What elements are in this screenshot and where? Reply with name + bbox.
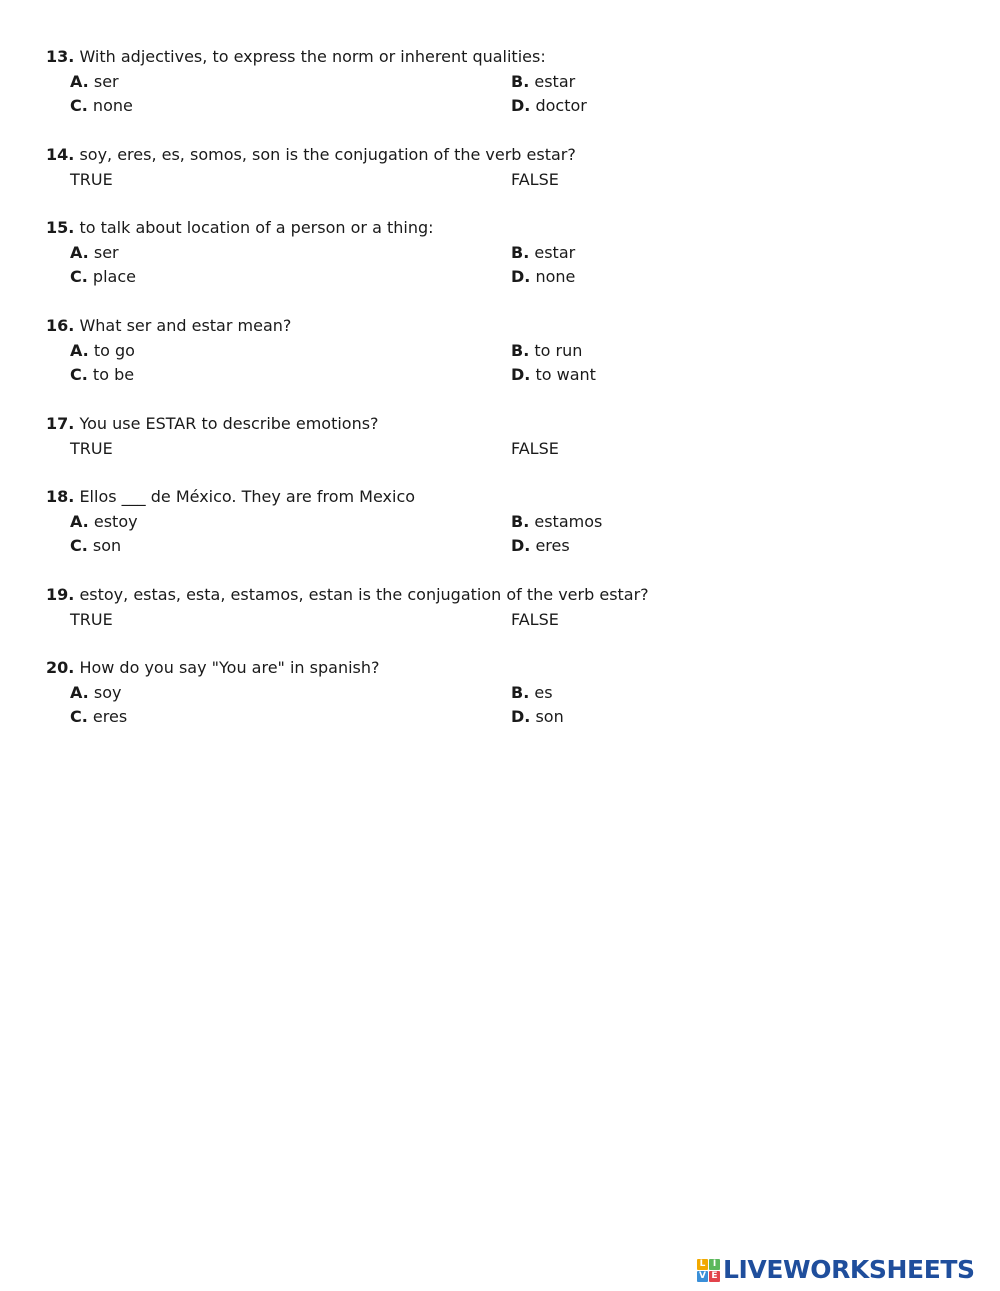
question-number: 18. bbox=[46, 487, 75, 506]
logo-mark-icon bbox=[697, 1259, 720, 1282]
option-b[interactable] bbox=[511, 510, 602, 535]
option-b[interactable] bbox=[511, 339, 582, 364]
question-number: 15. bbox=[46, 218, 75, 237]
option-d[interactable] bbox=[511, 265, 575, 290]
option-letter: B. bbox=[511, 242, 530, 262]
question-20 bbox=[46, 656, 946, 730]
option-a[interactable] bbox=[70, 339, 135, 364]
option-letter: D. bbox=[511, 365, 531, 384]
options bbox=[46, 241, 946, 290]
question-prompt: Ellos ___ de México. They are from Mexico bbox=[79, 487, 416, 506]
question-text bbox=[46, 314, 946, 339]
option-letter: A. bbox=[70, 242, 89, 262]
question-number: 16. bbox=[46, 316, 75, 335]
option-text: eres bbox=[535, 536, 570, 555]
logo-cell: I bbox=[709, 1259, 720, 1270]
option-d[interactable] bbox=[511, 534, 570, 559]
question-text bbox=[46, 45, 946, 70]
option-text: to go bbox=[93, 340, 135, 360]
options bbox=[46, 168, 946, 193]
question-13 bbox=[46, 45, 946, 119]
option-letter: A. bbox=[70, 511, 89, 531]
liveworksheets-logo bbox=[697, 1257, 975, 1283]
option-text: estamos bbox=[534, 511, 603, 531]
question-prompt: estoy, estas, esta, estamos, estan is the conjugation of the verb estar? bbox=[79, 585, 649, 604]
question-prompt: With adjectives, to express the norm or inherent qualities: bbox=[79, 47, 546, 66]
option-d[interactable] bbox=[511, 94, 587, 119]
option-a[interactable] bbox=[70, 681, 121, 706]
option-d[interactable] bbox=[511, 705, 564, 730]
option-c[interactable] bbox=[70, 265, 136, 290]
option-text: ser bbox=[93, 71, 119, 91]
question-14 bbox=[46, 143, 946, 192]
option-letter: D. bbox=[511, 267, 531, 286]
option-b[interactable] bbox=[511, 241, 575, 266]
option-letter: A. bbox=[70, 682, 89, 702]
option-false[interactable]: FALSE bbox=[511, 169, 559, 189]
question-number: 17. bbox=[46, 414, 75, 433]
options bbox=[46, 70, 946, 119]
options bbox=[46, 681, 946, 730]
option-true[interactable]: TRUE bbox=[70, 169, 113, 189]
logo-cell: L bbox=[697, 1259, 708, 1270]
question-prompt: You use ESTAR to describe emotions? bbox=[79, 414, 379, 433]
option-b[interactable] bbox=[511, 70, 575, 95]
option-text: to want bbox=[535, 365, 596, 384]
option-a[interactable] bbox=[70, 241, 119, 266]
option-letter: A. bbox=[70, 340, 89, 360]
question-text bbox=[46, 583, 946, 608]
option-false[interactable]: FALSE bbox=[511, 438, 559, 458]
option-text: estar bbox=[534, 71, 576, 91]
option-letter: C. bbox=[70, 707, 88, 726]
option-letter: D. bbox=[511, 536, 531, 555]
option-true[interactable]: TRUE bbox=[70, 609, 113, 629]
option-text: doctor bbox=[535, 96, 587, 115]
option-text: estoy bbox=[93, 511, 138, 531]
option-text: son bbox=[92, 536, 122, 555]
option-letter: C. bbox=[70, 267, 88, 286]
option-text: none bbox=[535, 267, 576, 286]
option-false[interactable]: FALSE bbox=[511, 609, 559, 629]
question-15 bbox=[46, 216, 946, 290]
logo-cell: E bbox=[709, 1271, 720, 1282]
logo-text: LIVEWORKSHEETS bbox=[723, 1255, 975, 1284]
question-text bbox=[46, 656, 946, 681]
question-number: 13. bbox=[46, 47, 75, 66]
option-a[interactable] bbox=[70, 70, 119, 95]
question-16 bbox=[46, 314, 946, 388]
option-text: to be bbox=[92, 365, 135, 384]
question-text bbox=[46, 485, 946, 510]
option-text: son bbox=[535, 707, 564, 726]
option-letter: C. bbox=[70, 536, 88, 555]
option-letter: C. bbox=[70, 96, 88, 115]
question-18 bbox=[46, 485, 946, 559]
question-prompt: How do you say "You are" in spanish? bbox=[79, 658, 380, 677]
question-number: 20. bbox=[46, 658, 75, 677]
question-text bbox=[46, 143, 946, 168]
option-true[interactable]: TRUE bbox=[70, 438, 113, 458]
question-text bbox=[46, 216, 946, 241]
question-prompt: to talk about location of a person or a thing: bbox=[79, 218, 434, 237]
option-text: es bbox=[534, 682, 553, 702]
question-number: 19. bbox=[46, 585, 75, 604]
option-c[interactable] bbox=[70, 534, 121, 559]
question-prompt: What ser and estar mean? bbox=[79, 316, 292, 335]
options bbox=[46, 339, 946, 388]
options bbox=[46, 437, 946, 462]
option-text: to run bbox=[534, 340, 583, 360]
question-number: 14. bbox=[46, 145, 75, 164]
option-b[interactable] bbox=[511, 681, 553, 706]
question-prompt: soy, eres, es, somos, son is the conjugation of the verb estar? bbox=[79, 145, 576, 164]
option-c[interactable] bbox=[70, 705, 127, 730]
option-text: soy bbox=[93, 682, 122, 702]
option-text: eres bbox=[92, 707, 128, 726]
option-letter: C. bbox=[70, 365, 88, 384]
option-c[interactable] bbox=[70, 363, 134, 388]
options bbox=[46, 608, 946, 633]
option-letter: B. bbox=[511, 340, 530, 360]
option-text: estar bbox=[534, 242, 576, 262]
question-17 bbox=[46, 412, 946, 461]
option-letter: B. bbox=[511, 71, 530, 91]
option-letter: A. bbox=[70, 71, 89, 91]
option-letter: B. bbox=[511, 511, 530, 531]
option-letter: D. bbox=[511, 96, 531, 115]
logo-cell: V bbox=[697, 1271, 708, 1282]
option-text: ser bbox=[93, 242, 119, 262]
question-text bbox=[46, 412, 946, 437]
options bbox=[46, 510, 946, 559]
option-c[interactable] bbox=[70, 94, 133, 119]
question-19 bbox=[46, 583, 946, 632]
option-a[interactable] bbox=[70, 510, 138, 535]
option-text: none bbox=[92, 96, 133, 115]
option-d[interactable] bbox=[511, 363, 596, 388]
option-letter: D. bbox=[511, 707, 531, 726]
option-letter: B. bbox=[511, 682, 530, 702]
option-text: place bbox=[92, 267, 136, 286]
